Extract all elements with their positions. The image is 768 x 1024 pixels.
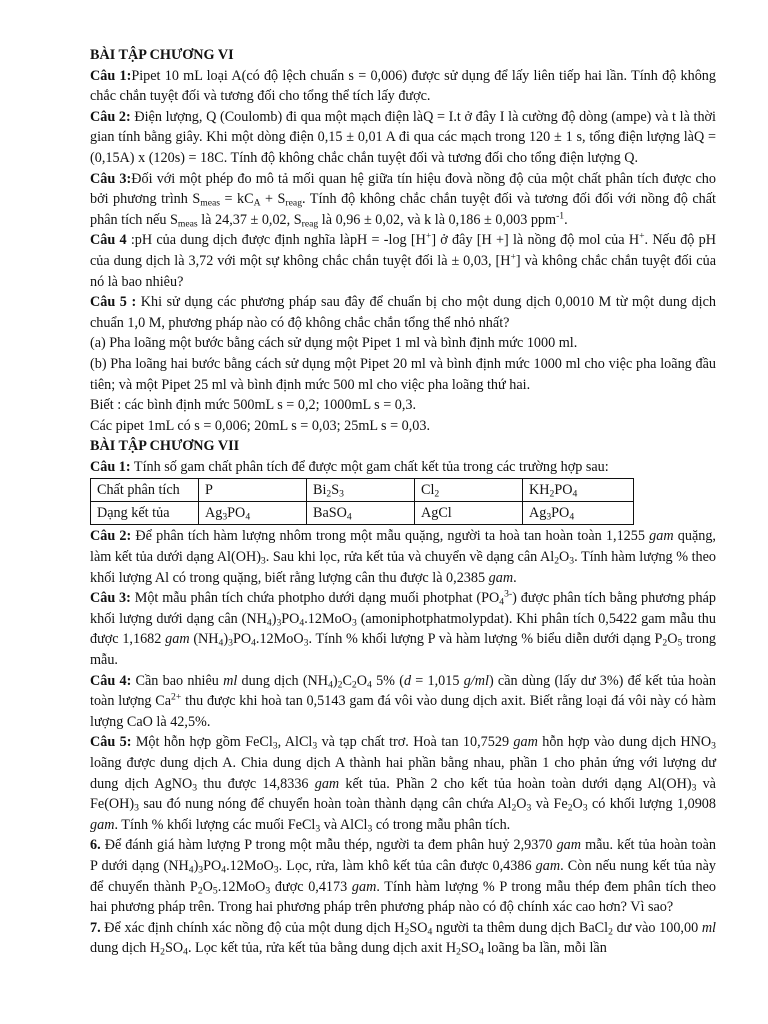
question-label: Câu 4 — [90, 232, 127, 249]
table-cell: AgCl — [415, 502, 523, 525]
table-cell: $Ag_3PO_4$ — [199, 502, 307, 525]
table-cell: $Bi_2S_3$ — [307, 479, 415, 502]
c7-question-3: Câu 3: Một mẫu phân tích chứa photpho dưới dạng muối photphat $(PO_4^{3-})$ được phân tích bằng phương pháp khối lượng dưới dạng cân $(NH_4)_3PO_4.12MoO_3$ (amoniphotphatmolypdat). Khi phân tích 0,5422 gam mẫu thu được 1,1682 gam $(NH_4)_3PO_4.12MoO_3$. Tính % khối lượng P và hàm lượng % biểu diễn dưới dạng $P_2O_5$ trong mẫu. — [90, 588, 717, 669]
question-label: Câu 1: — [90, 67, 132, 84]
question-label: Câu 3: — [90, 170, 132, 187]
question-label: Câu 2: — [90, 108, 131, 125]
c6-q5-option-a: (a) Pha loãng một bước bằng cách sử dụng một Pipet 1 ml và bình định mức 1000 ml. — [90, 335, 578, 352]
question-label: 6. — [90, 837, 101, 854]
table-cell: $KH_2PO_4$ — [523, 479, 634, 502]
table-row — [91, 479, 634, 502]
question-label: Câu 1: — [90, 458, 131, 475]
c6-question-1: Câu 1:Pipet 10 mL loại A(có độ lệch chuẩn s = 0,006) được sử dụng để lấy liên tiếp hai lần. Tính độ không chắc chắn tuyệt đối và tương đối cho tổng thể tích lấy được. — [90, 67, 716, 105]
c6-q5-note-pipets: Các pipet 1mL có s = 0,006; 20mL s = 0,03; 25mL s = 0,03. — [90, 417, 431, 434]
c7-question-4: Câu 4: Cần bao nhiêu ml dung dịch $(NH_4)_2C_2O_4$ 5% (d = 1,015 g/ml) cần dùng (lấy dư 3%) để kết tủa hoàn toàn lượng $Ca^{2+}$ thu được khi hoà tan 0,5143 gam đá vôi vào dung dịch axit. Biết rằng loại đá vôi này có hàm lượng CaO là 42,5%. — [90, 672, 716, 730]
c7-question-1: Câu 1: Tính số gam chất phân tích để được một gam chất kết tủa trong các trường hợp sau: — [90, 458, 609, 475]
question-label: Câu 2: — [90, 528, 132, 545]
question-label: 7. — [90, 919, 101, 936]
table-cell: $Cl_2$ — [415, 479, 523, 502]
question-label: Câu 3: — [90, 590, 131, 607]
c7-question-5: Câu 5: Một hỗn hợp gồm FeCl$_3$, AlCl$_3$ và tạp chất trơ. Hoà tan 10,7529 gam hỗn hợp vào dung dịch $HNO_3$ loãng được dung dịch A. Chia dung dịch A thành hai phần bằng nhau, phần 1 cho phản ứng với lượng dư dung dịch AgNO$_3$ thu được 14,8336 gam kết tủa. Phần 2 cho kết tủa hoàn toàn dưới dạng $Al(OH)_3$ và $Fe(OH)_3$ sau đó nung nóng để chuyển hoàn toàn thành dạng cân chứa $Al_2O_3$ và $Fe_2O_3$ có khối lượng 1,0908 gam. Tính % khối lượng các muối FeCl$_3$ và AlCl$_3$ có trong mẫu phân tích. — [90, 734, 716, 835]
table-cell: Dạng kết tủa — [91, 502, 199, 525]
table-cell: $Ag_3PO_4$ — [523, 502, 634, 525]
analyte-precipitate-table — [90, 478, 634, 525]
chapter-7-heading: BÀI TẬP CHƯƠNG VII — [90, 438, 240, 455]
chapter-6-heading: BÀI TẬP CHƯƠNG VI — [90, 47, 234, 63]
table-row — [91, 502, 634, 525]
c6-q5-note-flasks: Biết : các bình định mức 500mL s = 0,2; 1000mL s = 0,3. — [90, 397, 417, 414]
question-label: Câu 5: — [90, 734, 132, 751]
question-label: Câu 5 : — [90, 294, 137, 311]
c7-question-2: Câu 2: Để phân tích hàm lượng nhôm trong một mẫu quặng, người ta hoà tan hoàn toàn 1,1255 gam quặng, làm kết tủa dưới dạng $Al(OH)_3$. Sau khi lọc, rửa kết tủa và chuyển về dạng cân $Al_2O_3$. Tính hàm lượng % theo khối lượng Al có trong quặng, biết rằng lượng cân thu được là 0,2385 gam. — [90, 528, 717, 586]
c6-question-3: Câu 3:Đối với một phép đo mô tả mối quan hệ giữa tín hiệu đovà nồng độ của một chất phân tích được cho bởi phương trình $S_{meas} = kC_A + S_{reag}$. Tính độ không chắc chắn tuyệt đối và tương đối đối với nồng độ chất phân tích nếu $S_{meas}$ là 24,37 ± 0,02, $S_{reag}$ là 0,96 ± 0,02, và k là 0,186 ± 0,003 ppm$^{-1}$. — [90, 170, 716, 230]
c6-question-4: Câu 4 :pH của dung dịch được định nghĩa làpH = -log [H+] ở đây [H +] là nồng độ mol của H+. Nếu độ pH của dung dịch là 3,72 với một sự không chắc chắn tuyệt đối là ± 0,03, [H+] và không chắc chắn tuyệt đối của nó là bao nhiêu? — [90, 231, 716, 290]
question-label: Câu 4: — [90, 672, 132, 689]
c7-question-7: 7. Để xác định chính xác nồng độ của một dung dịch $H_2SO_4$ người ta thêm dung dịch BaCl$_2$ dư vào 100,00 ml dung dịch $H_2SO_4$. Lọc kết tủa, rửa kết tủa bằng dung dịch axit $H_2SO_4$ loãng ba lần, mỗi lần — [90, 919, 716, 958]
c7-question-6: 6. Để đánh giá hàm lượng P trong một mẫu thép, người ta đem phân huỷ 2,9370 gam mẫu. kết tủa hoàn toàn P dưới dạng $(NH_4)_3PO_4.12MoO_3$. Lọc, rửa, làm khô kết tủa cân được 0,4386 gam. Còn nếu nung kết tủa này để chuyển thành $P_2O_5.12MoO_3$ được 0,4173 gam. Tính hàm lượng % P trong mẫu thép đem phân tích theo hai phương pháp trên. Trong hai phương pháp trên phương pháp nào có độ chính xác cao hơn? Vì sao? — [90, 837, 716, 916]
table-cell: P — [199, 479, 307, 502]
c6-question-5: Câu 5 : Khi sử dụng các phương pháp sau đây để chuẩn bị cho một dung dịch 0,0010 M từ một dung dịch chuẩn 1,0 M, phương pháp nào có độ không chắc chắn tổng thể nhỏ nhất? — [90, 294, 716, 331]
c6-question-2: Câu 2: Điện lượng, Q (Coulomb) đi qua một mạch điện làQ = I.t ở đây I là cường độ dòng (ampe) và t là thời gian tính bằng giây. Khi một dòng điện 0,15 ± 0,01 A đi qua các mạch trong 120 ± 1 s, tổng điện lượng làQ = (0,15A) x (120s) = 18C. Tính độ không chắc chắn tuyệt đối và tương đối cho tổng điện lượng Q. — [90, 108, 716, 166]
table-cell: BaSO$_4$ — [307, 502, 415, 525]
table-cell: Chất phân tích — [91, 479, 199, 502]
c6-q5-option-b: (b) Pha loãng hai bước bằng cách sử dụng một Pipet 20 ml và bình định mức 1000 ml cho việc pha loãng đầu tiên; và một Pipet 25 ml và bình định mức 500 ml cho việc pha loãng thứ hai. — [90, 355, 716, 393]
